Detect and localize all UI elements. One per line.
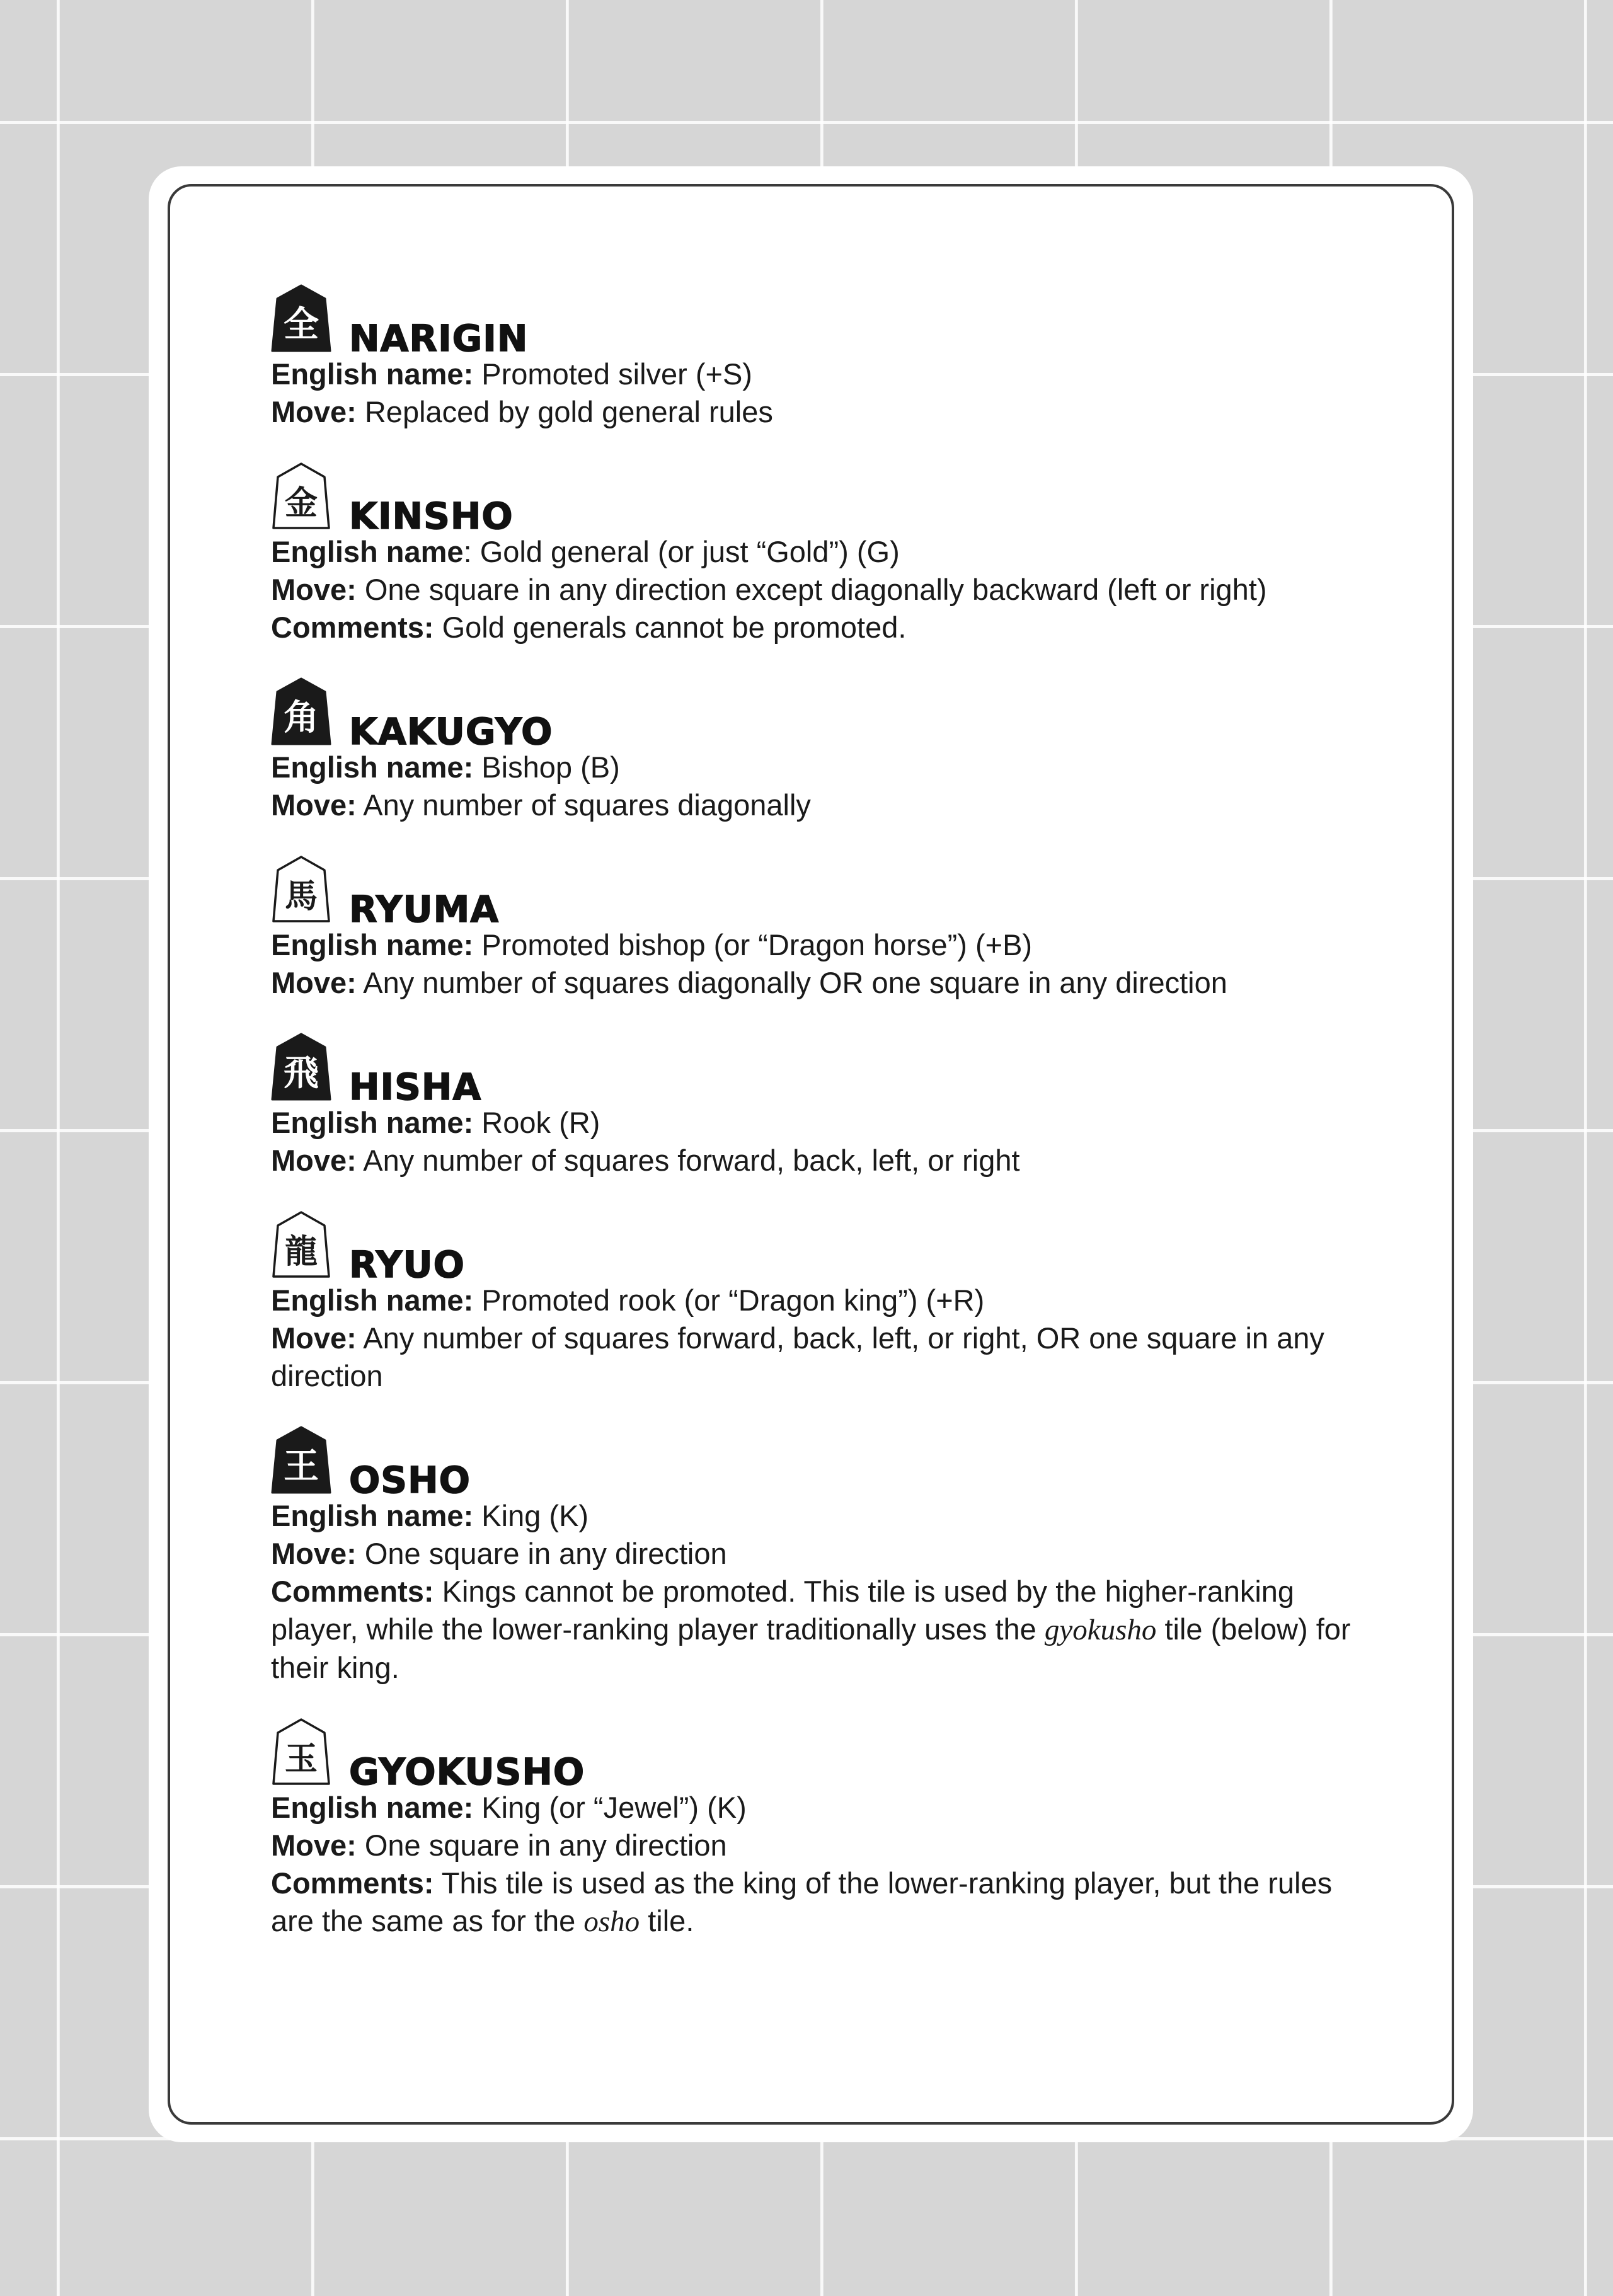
- shogi-tile-icon: [271, 1717, 331, 1786]
- piece-name: GYOKUSHO: [349, 1750, 585, 1793]
- svg-text:金: 金: [284, 484, 318, 522]
- piece-header: [271, 1031, 1380, 1108]
- comments-line: Comments: Kings cannot be promoted. This tile is used by the higher-ranking player, while the lower-ranking player traditionally uses the gyokusho tile (below) for their king.: [271, 1575, 1351, 1684]
- svg-text:飛: 飛: [284, 1052, 319, 1094]
- shogi-tile-icon: [271, 1425, 331, 1495]
- svg-text:玉: 玉: [284, 1740, 318, 1778]
- comments-line: Comments: Gold generals cannot be promoted.: [271, 611, 907, 644]
- move-line: Move: Replaced by gold general rules: [271, 395, 773, 428]
- piece-ryuo: [271, 1208, 1380, 1395]
- piece-hisha: [271, 1031, 1380, 1180]
- piece-name: RYUMA: [349, 888, 500, 931]
- piece-kakugyo: [271, 675, 1380, 824]
- english-name-line: English name: Bishop (B): [271, 750, 620, 784]
- piece-header: [271, 675, 1380, 753]
- english-name-line: English name: Rook (R): [271, 1106, 600, 1139]
- english-name-line: English name: Promoted rook (or “Dragon king”) (+R): [271, 1283, 985, 1317]
- piece-name: KINSHO: [349, 495, 514, 537]
- move-line: Move: One square in any direction: [271, 1828, 727, 1862]
- move-line: Move: Any number of squares forward, back, left, or right: [271, 1144, 1020, 1177]
- piece-gyokusho: [271, 1716, 1380, 1941]
- piece-ryuma: [271, 853, 1380, 1002]
- english-name-line: English name: Promoted bishop (or “Dragon horse”) (+B): [271, 928, 1033, 961]
- english-name-line: English name: Gold general (or just “Gold”) (G): [271, 535, 900, 568]
- shogi-tile-icon: [271, 1032, 331, 1101]
- piece-narigin: [271, 282, 1380, 431]
- comments-line: Comments: This tile is used as the king of the lower-ranking player, but the rules are the same as for the osho tile.: [271, 1866, 1333, 1938]
- move-line: Move: One square in any direction: [271, 1537, 727, 1570]
- piece-kinsho: [271, 460, 1380, 646]
- piece-header: [271, 460, 1380, 537]
- english-name-line: English name: Promoted silver (+S): [271, 357, 752, 391]
- shogi-tile-icon: [271, 1210, 331, 1279]
- english-name-line: English name: King (or “Jewel”) (K): [271, 1791, 747, 1824]
- piece-list: [271, 282, 1380, 1970]
- move-line: Move: Any number of squares diagonally OR one square in any direction: [271, 966, 1227, 999]
- move-line: Move: One square in any direction except diagonally backward (left or right): [271, 573, 1267, 606]
- svg-text:角: 角: [284, 697, 319, 738]
- piece-header: [271, 1716, 1380, 1793]
- piece-header: [271, 853, 1380, 931]
- move-line: Move: Any number of squares forward, back, left, or right, OR one square in any direction: [271, 1321, 1324, 1392]
- move-line: Move: Any number of squares diagonally: [271, 788, 811, 822]
- piece-name: KAKUGYO: [349, 710, 553, 753]
- piece-header: [271, 1424, 1380, 1501]
- svg-text:馬: 馬: [284, 877, 318, 916]
- shogi-tile-icon: [271, 284, 331, 353]
- svg-text:龍: 龍: [284, 1232, 318, 1271]
- piece-name: HISHA: [349, 1065, 482, 1108]
- piece-header: [271, 282, 1380, 360]
- shogi-tile-icon: [271, 461, 331, 531]
- english-name-line: English name: King (K): [271, 1499, 589, 1532]
- piece-osho: [271, 1424, 1380, 1687]
- svg-text:王: 王: [284, 1445, 319, 1487]
- piece-name: NARIGIN: [349, 317, 529, 360]
- piece-header: [271, 1208, 1380, 1286]
- piece-name: OSHO: [349, 1459, 471, 1501]
- shogi-tile-icon: [271, 677, 331, 746]
- piece-name: RYUO: [349, 1243, 465, 1286]
- shogi-tile-icon: [271, 854, 331, 924]
- svg-text:全: 全: [284, 304, 319, 345]
